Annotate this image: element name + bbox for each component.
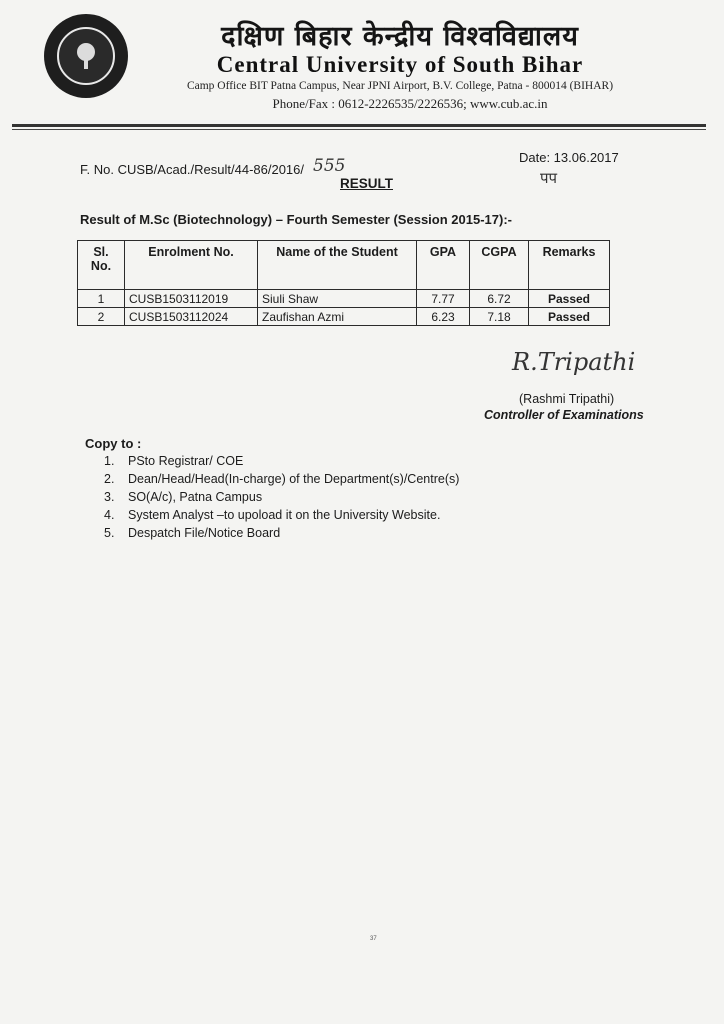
cell-enrolment: CUSB1503112024 (125, 308, 258, 326)
column-header-enrolment: Enrolment No. (125, 241, 258, 290)
university-seal-icon (44, 14, 128, 98)
column-header-sl (78, 241, 125, 290)
sl-header-line1: Sl. (93, 245, 109, 259)
contact-line: Phone/Fax : 0612-2226535/2226536; www.cub.ac.in (272, 96, 548, 111)
camp-office-address: Camp Office BIT Patna Campus, Near JPNI Airport, B.V. College, Patna - 800014 (BIHAR) (186, 80, 614, 92)
cell-cgpa: 6.72 (470, 290, 529, 308)
header-divider (12, 124, 706, 127)
file-number-handwritten: 555 (313, 156, 346, 176)
sl-header-line2: No. (90, 259, 112, 273)
list-item-number: 5. (104, 526, 115, 540)
result-heading: Result of M.Sc (Biotechnology) – Fourth Semester (Session 2015-17):- (80, 212, 512, 227)
cell-sl: 1 (78, 290, 125, 308)
seal-emblem (57, 27, 115, 85)
column-header-gpa: GPA (417, 241, 470, 290)
cell-cgpa: 7.18 (470, 308, 529, 326)
result-table (77, 240, 610, 326)
tree-icon (68, 38, 104, 74)
list-item-number: 1. (104, 454, 115, 468)
page-number: 37 (370, 936, 377, 942)
signatory-name: (Rashmi Tripathi) (519, 392, 615, 406)
list-item (104, 488, 459, 506)
list-item (104, 470, 459, 488)
cell-remarks: Passed (529, 308, 610, 326)
copy-to-list (104, 452, 459, 542)
table-row (78, 290, 610, 308)
list-item (104, 506, 459, 524)
list-item-text: Dean/Head/Head(In-charge) of the Department(s)/Centre(s) (128, 472, 460, 486)
list-item-number: 4. (104, 508, 115, 522)
list-item-number: 2. (104, 472, 115, 486)
header-divider-thin (12, 129, 706, 130)
list-item (104, 524, 459, 542)
copy-to-label: Copy to : (85, 436, 142, 451)
column-header-cgpa: CGPA (470, 241, 529, 290)
signatory-designation: Controller of Examinations (484, 408, 644, 422)
cell-enrolment: CUSB1503112019 (125, 290, 258, 308)
cell-name: Siuli Shaw (258, 290, 417, 308)
cell-gpa: 7.77 (417, 290, 470, 308)
cell-remarks: Passed (529, 290, 610, 308)
file-number: F. No. CUSB/Acad./Result/44-86/2016/ (80, 162, 305, 177)
page-title: RESULT (340, 176, 393, 191)
table-row (78, 308, 610, 326)
list-item-text: PSto Registrar/ COE (128, 454, 244, 468)
university-name-hindi: दक्षिण बिहार केन्द्रीय विश्वविद्यालय (221, 21, 579, 52)
date-handwritten-note: पप (540, 169, 558, 187)
cell-name: Zaufishan Azmi (258, 308, 417, 326)
issue-date: Date: 13.06.2017 (519, 150, 619, 165)
list-item-text: System Analyst –to upoload it on the University Website. (128, 508, 441, 522)
cell-gpa: 6.23 (417, 308, 470, 326)
list-item (104, 452, 459, 470)
signature: R.Tripathi (512, 348, 636, 376)
list-item-text: Despatch File/Notice Board (128, 526, 281, 540)
university-name: Central University of South Bihar (216, 52, 584, 77)
list-item-number: 3. (104, 490, 115, 504)
table-header-row (78, 241, 610, 290)
column-header-remarks: Remarks (529, 241, 610, 290)
cell-sl: 2 (78, 308, 125, 326)
column-header-name: Name of the Student (258, 241, 417, 290)
list-item-text: SO(A/c), Patna Campus (128, 490, 263, 504)
